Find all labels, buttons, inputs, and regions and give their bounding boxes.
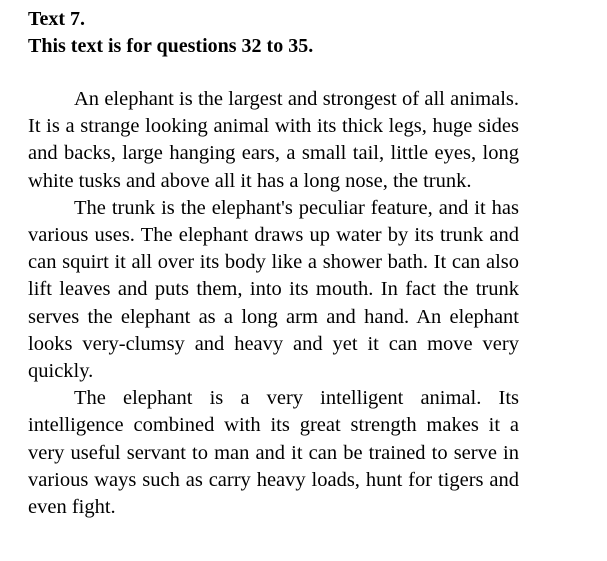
document-page xyxy=(28,6,519,521)
paragraph-3: The elephant is a very intelligent animal. Its intelligence combined with its great strength makes it a very useful servant to man and it can be trained to serve in various ways such as carry heavy loads, hunt for tigers and even fight. xyxy=(28,387,519,519)
spacer xyxy=(28,60,519,86)
paragraph-1: An elephant is the largest and strongest of all animals. It is a strange looking animal with its thick legs, huge sides and backs, large hanging ears, a small tail, little eyes, long white tusks and above all it has a long nose, the trunk. xyxy=(28,88,519,192)
text-number-heading: Text 7. xyxy=(28,8,86,30)
questions-reference-heading: This text is for questions 32 to 35. xyxy=(28,35,314,57)
paragraph-2: The trunk is the elephant's peculiar feature, and it has various uses. The elephant draws up water by its trunk and can squirt it all over its body like a shower bath. It can also lift leaves and puts them, into its mouth. In fact the trunk serves the elephant as a long arm and hand. An elephant looks very-clumsy and heavy and yet it can move very quickly. xyxy=(28,196,519,383)
